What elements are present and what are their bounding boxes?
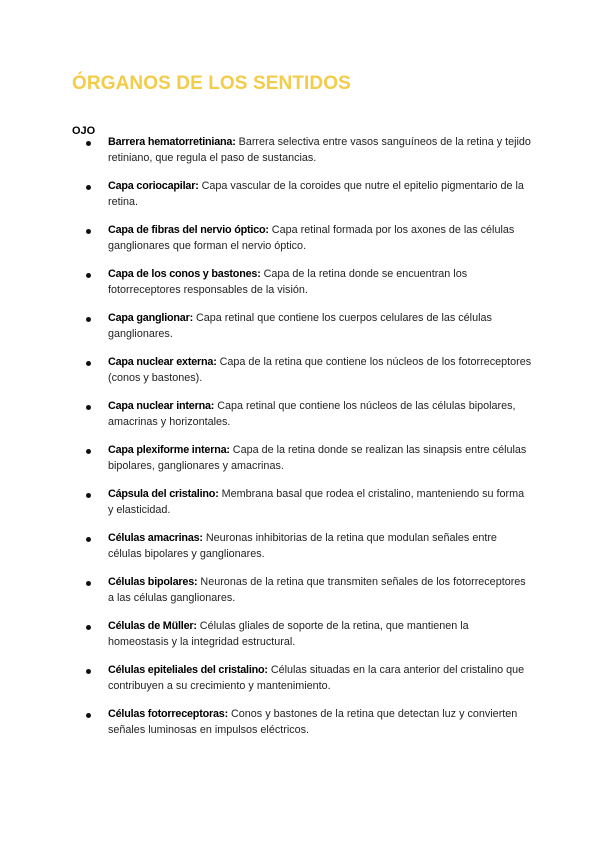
glossary-definition: Membrana basal que rodea el cristalino, manteniendo su forma y elasticidad. (108, 488, 525, 516)
list-item (72, 662, 532, 694)
bullet-icon (86, 493, 91, 498)
bullet-icon (86, 317, 91, 322)
section-heading: OJO (72, 125, 96, 137)
bullet-icon (86, 581, 91, 586)
list-item (72, 706, 532, 738)
glossary-definition: Neuronas inhibitorias de la retina que modulan señales entre células bipolares y ganglionares. (108, 532, 497, 560)
glossary-definition: Capa de la retina donde se encuentran los fotorreceptores responsables de la visión. (108, 268, 468, 296)
bullet-icon (86, 361, 91, 366)
bullet-icon (86, 713, 91, 718)
bullet-icon (86, 537, 91, 542)
bullet-icon (86, 669, 91, 674)
list-item (72, 398, 532, 430)
list-item (72, 178, 532, 210)
glossary-term: Células epiteliales del cristalino: (108, 664, 268, 676)
list-item (72, 222, 532, 254)
bullet-icon (86, 405, 91, 410)
glossary-definition: Conos y bastones de la retina que detectan luz y convierten señales luminosas en impulsos eléctricos. (108, 708, 518, 736)
glossary-definition: Barrera selectiva entre vasos sanguíneos de la retina y tejido retiniano, que regula el paso de sustancias. (108, 136, 531, 164)
glossary-definition: Neuronas de la retina que transmiten señales de los fotorreceptores a las células ganglionares. (108, 576, 526, 604)
glossary-definition: Capa retinal formada por los axones de las células ganglionares que forman el nervio óptico. (108, 224, 515, 252)
glossary-term: Células de Müller: (108, 620, 197, 632)
bullet-icon (86, 449, 91, 454)
bullet-icon (86, 141, 91, 146)
glossary-term: Células amacrinas: (108, 532, 203, 544)
glossary-term: Células bipolares: (108, 576, 198, 588)
glossary-definition: Capa de la retina donde se realizan las sinapsis entre células bipolares, ganglionares y amacrinas. (108, 444, 527, 472)
list-item (72, 574, 532, 606)
glossary-term: Capa nuclear interna: (108, 400, 215, 412)
glossary-term: Barrera hematorretiniana: (108, 136, 236, 148)
glossary-definition: Capa retinal que contiene los cuerpos celulares de las células ganglionares. (108, 312, 492, 340)
glossary-term: Capa coriocapilar: (108, 180, 199, 192)
bullet-icon (86, 185, 91, 190)
list-item (72, 266, 532, 298)
glossary-definition: Células gliales de soporte de la retina, que mantienen la homeostasis y la integridad estructural. (108, 620, 469, 648)
list-item (72, 618, 532, 650)
glossary-definition: Células situadas en la cara anterior del cristalino que contribuyen a su crecimiento y mantenimiento. (108, 664, 525, 692)
bullet-icon (86, 625, 91, 630)
glossary-term: Capa de los conos y bastones: (108, 268, 261, 280)
list-item (72, 442, 532, 474)
list-item (72, 530, 532, 562)
glossary-term: Cápsula del cristalino: (108, 488, 219, 500)
glossary-term: Capa de fibras del nervio óptico: (108, 224, 269, 236)
glossary-list (72, 134, 532, 750)
page-title: ÓRGANOS DE LOS SENTIDOS (72, 73, 351, 94)
glossary-definition: Capa vascular de la coroides que nutre el epitelio pigmentario de la retina. (108, 180, 524, 208)
glossary-term: Células fotorreceptoras: (108, 708, 228, 720)
glossary-term: Capa ganglionar: (108, 312, 193, 324)
glossary-definition: Capa de la retina que contiene los núcleos de los fotorreceptores (conos y bastones). (108, 356, 532, 384)
glossary-definition: Capa retinal que contiene los núcleos de las células bipolares, amacrinas y horizontales. (108, 400, 516, 428)
glossary-term: Capa nuclear externa: (108, 356, 217, 368)
list-item (72, 354, 532, 386)
list-item (72, 486, 532, 518)
list-item (72, 310, 532, 342)
list-item (72, 134, 532, 166)
glossary-term: Capa plexiforme interna: (108, 444, 230, 456)
bullet-icon (86, 229, 91, 234)
bullet-icon (86, 273, 91, 278)
